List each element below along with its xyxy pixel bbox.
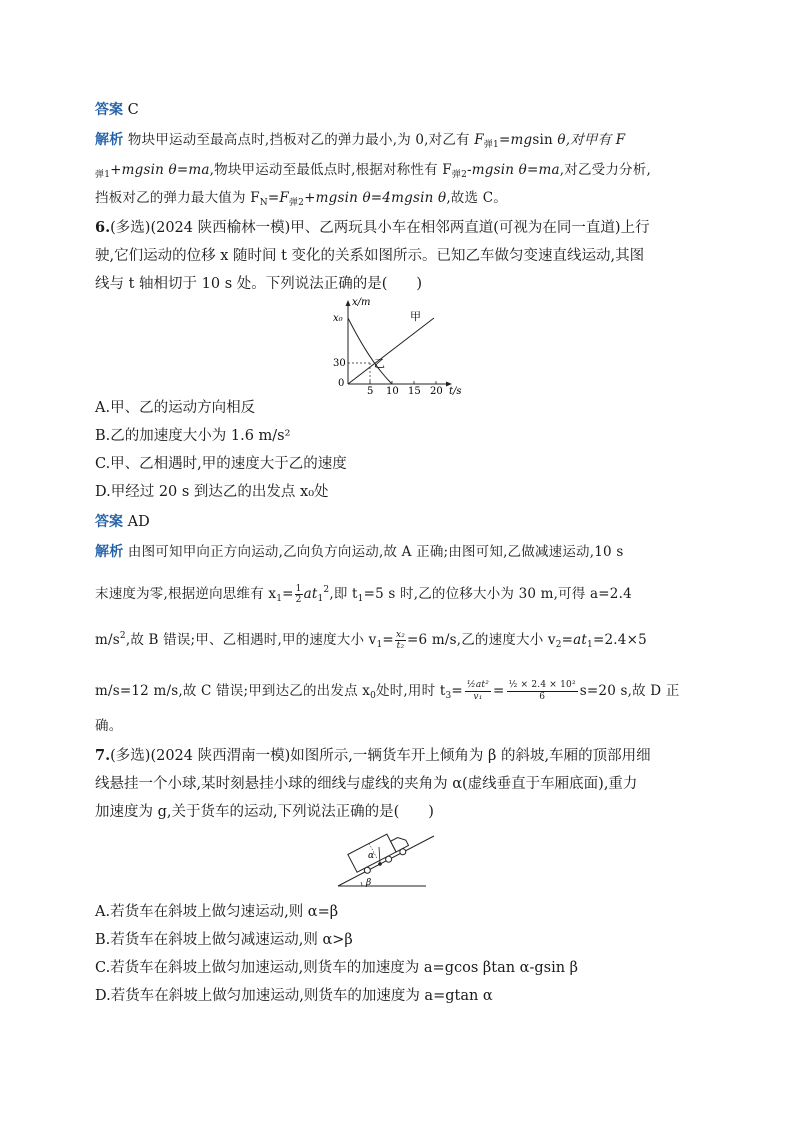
q6-stem-line-1: 6.(多选)(2024 陕西榆林一模)甲、乙两玩具小车在相邻两直道(可视为在同一直道)上行 [95,219,650,236]
answer-value: AD [127,514,150,530]
answer-label: 答案 [95,514,123,530]
ball [378,862,382,866]
q5-explanation-line-3: 挡板对乙的弹力最大值为 $F_N=F_{弹2}+mgsin$ θ=4mgsin θ,故选 C。 [95,190,507,208]
curve-yi [348,318,392,384]
question-number: 7. [95,747,111,764]
q5-explanation-line-2: $_{弹1}$+mgsin θ=ma,物块甲运动至最低点时,根据对称性有 $F_{弹2}$-mgsin θ=ma,对乙受力分析, [95,162,651,180]
tick-label: 10 [386,386,399,396]
q6-explanation-line-1: 解析 由图可知甲向正方向运动,乙向负方向运动,故 A 正确;由图可知,乙做减速运动,10 s [95,544,624,560]
beta-arc [361,882,362,886]
fraction: $\frac{1}{2}$ [295,584,302,605]
jia-label: 甲 [410,310,421,323]
answer-label: 答案 [95,102,123,118]
q6-option-a: A.甲、乙的运动方向相反 [95,400,256,416]
y-axis-arrow-icon [346,300,351,306]
y-axis-label: x/m [352,297,371,308]
q7-truck-slope-figure [336,828,436,890]
x-axis-label: t/s [449,386,462,396]
q5-explanation-line-1: 解析 物块甲运动至最高点时,挡板对乙的弹力最小,为 0,对乙有 $F_{弹1}=mgsin$ θ,对甲有 F [95,132,626,150]
q7-option-d: D.若货车在斜坡上做匀加速运动,则货车的加速度为 a=gtan α [95,988,493,1004]
q7-stem-line-3: 加速度为 g,关于货车的运动,下列说法正确的是( ) [95,804,434,820]
q6-option-b: B.乙的加速度大小为 1.6 m/s² [95,428,291,444]
q7-option-b: B.若货车在斜坡上做匀减速运动,则 α>β [95,932,353,948]
fraction: $\frac{\text{½ × 2.4 × 10²}}{6}$ [508,680,576,702]
tick-label: 15 [408,386,421,396]
q7-stem-line-1: 7.(多选)(2024 陕西渭南一模)如图所示,一辆货车开上倾角为 β 的斜坡,车厢的顶部用细 [95,747,651,764]
q6-option-c: C.甲、乙相遇时,甲的速度大于乙的速度 [95,456,347,472]
yi-label: 乙 [374,357,385,370]
q6-explanation-line-5: 确。 [95,718,123,734]
q7-option-a: A.若货车在斜坡上做匀速运动,则 α=β [95,904,339,920]
tick-label: 20 [430,386,443,396]
y30-label: 30 [333,358,346,369]
q7-option-c: C.若货车在斜坡上做匀加速运动,则货车的加速度为 a=gcos βtan α-gsin β [95,960,579,976]
q6-answer-line [95,512,150,532]
tick-label: 5 [367,386,374,396]
fraction: $\frac{\text{x₂}}{\text{t₂}}$ [395,630,406,651]
answer-value: C [127,102,139,118]
line-jia [348,318,434,384]
analysis-label: 解析 [95,544,124,560]
origin-label: 0 [338,378,345,389]
q6-explanation-line-3: $m/s^2$,故 B 错误;甲、乙相遇时,甲的速度大小 $v_1=$ $\frac{\text{x₂}}{\text{t₂}}$ =6 m/s,乙的速度大小 $v_2=at_1=2.4\times 5$ [95,630,647,651]
q6-stem-line-3: 线与 t 轴相切于 10 s 处。下列说法正确的是( ) [95,276,423,292]
question-number: 6. [95,219,111,236]
beta-label: β [366,878,372,888]
x0-label: x₀ [333,313,343,324]
q6-option-d: D.甲经过 20 s 到达乙的出发点 x₀处 [95,484,329,500]
q5-answer-line [95,100,139,120]
fraction: $\frac{\text{½at²}}{\text{v₁}}$ [466,680,490,702]
q7-stem-line-2: 线悬挂一个小球,某时刻悬挂小球的细线与虚线的夹角为 α(虚线垂直于车厢底面),重力 [95,776,638,792]
analysis-label: 解析 [95,132,124,148]
q6-xt-graph [330,296,490,396]
q6-explanation-line-2: 末速度为零,根据逆向思维有 $x_1=$ $\frac{1}{2}$ $at_1^2$,即 $t_1=5$ s 时,乙的位移大小为 30 m,可得 a=2.4 [95,584,632,605]
q6-stem-line-2: 驶,它们运动的位移 x 随时间 t 变化的关系如图所示。已知乙车做匀变速直线运动,其图 [95,248,645,264]
alpha-label: α [368,851,375,861]
q6-explanation-line-4: m/s=12 m/s,故 C 错误;甲到达乙的出发点 $x_0$处时,用时 $t_3=$ $\frac{\text{½at²}}{\text{v₁}}$ = $\frac{\text{½ × 2.4 × 10²}}{6}$ s=20 s,故 D 正 [95,680,680,702]
